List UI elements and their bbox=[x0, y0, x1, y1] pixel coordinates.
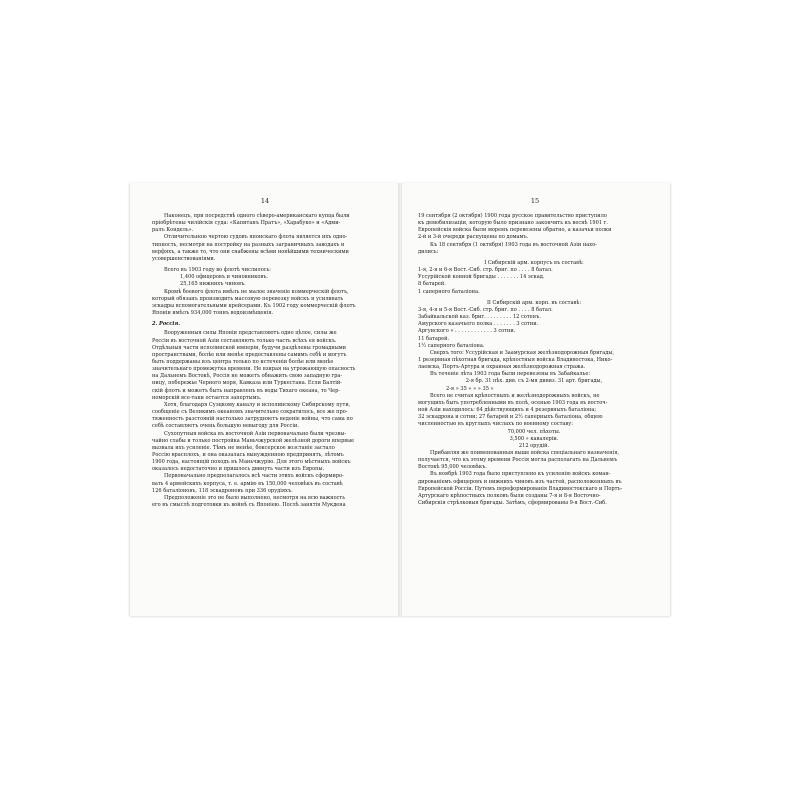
paragraph-line: дированіемъ офицеровъ и нижнихъ чиновъ изъ частей, расположенныхъ въ bbox=[418, 478, 622, 485]
paragraph-line: ной Азіи находилось: 64 дѣйствующихъ и 4 резервныхъ баталіона; bbox=[418, 407, 597, 414]
paragraph-line: эскадры вспомогательными крейсерами. Къ 1902 году коммерческій флотъ bbox=[152, 302, 356, 309]
paragraph-line: Всего въ 1903 году во флотѣ числилось: bbox=[164, 267, 272, 274]
paragraph-line: ралъ Кондель». bbox=[152, 227, 194, 234]
list-item: Аргунского » . . . . . . . . . . . . 3 сотни. bbox=[418, 328, 516, 335]
list-item: 3-я, 4-я и 5-я Вост.-Сиб. стр. бриг. по . . . . 8 батал. bbox=[418, 306, 553, 313]
paragraph-line: пространствами, болѣе или менѣе предоставлены самимъ себѣ и могутъ bbox=[152, 351, 347, 358]
paragraph-line: Прибавляя же поименованныя выше войска спеціальнаго назначенія, bbox=[430, 450, 619, 456]
paragraph-line: Къ 18 сентября (1 октября) 1903 года въ восточной Азіи нахо- bbox=[430, 241, 597, 248]
paragraph-line: Кромѣ боевого флота имѣлъ не малое значеніе коммерческій флотъ, bbox=[164, 288, 349, 295]
list-item: 25,165 нижнихъ чиновъ. bbox=[180, 281, 246, 288]
paragraph-line: Отдѣльныя части исполинской имперіи, будучи раздѣлены громадными bbox=[152, 344, 347, 351]
paragraph-line: Россію врасплохъ, и она оказалась вынужденною предпринять, лѣтомъ bbox=[152, 452, 344, 458]
paragraph-line: Артурскаго крѣпостныхъ полковъ были созданы 7-я и 8-я Восточно- bbox=[418, 492, 601, 499]
list-item: 1 саперного баталіона. bbox=[418, 288, 480, 295]
list-item: 70,000 чел. пѣхоты. bbox=[507, 428, 561, 435]
page-number: 14 bbox=[260, 197, 270, 205]
paragraph-line: тяженность разстояній настолько затрудняетъ веденіе войны, что сама по bbox=[152, 416, 353, 423]
paragraph-line: Вооруженныя силы Японіи представляютъ одно цѣлое, силы же bbox=[164, 330, 337, 337]
paragraph-line: вызвала ихъ усиленіе. Тѣмъ не менѣе, боксерское возстаніе застало bbox=[152, 444, 335, 451]
paragraph-line: Наконецъ, при посредствѣ одного сѣверо-американскаго купца были bbox=[164, 213, 350, 219]
paragraph-line: численностью въ круглыхъ числахъ по военному составу: bbox=[418, 421, 573, 428]
corps-heading: II Сибирскій арм. корп. въ составѣ: bbox=[486, 299, 582, 306]
paragraph-line: Сухопутныя войска въ восточной Азіи первоначально были чрезвы- bbox=[164, 430, 347, 437]
paragraph-line: Востокѣ 95,000 человѣкъ. bbox=[418, 464, 487, 471]
paragraph-line: лаевска, Портъ-Артура и охранная желѣзнодорожная стража. bbox=[418, 364, 586, 371]
paragraph-line: Сибирскія стрѣлковыя бригады. Затѣмъ, сформированы 9-я Вост.-Сиб. bbox=[418, 500, 607, 507]
paragraph-line: могущихъ быть употребленными въ полѣ, осенью 1903 года въ восточ- bbox=[418, 399, 608, 406]
paragraph-line: номорскій все-таки остается запертымъ. bbox=[152, 394, 262, 401]
paragraph-line: Всего не считая крѣпостныхъ и желѣзнодорожныхъ войскъ, не bbox=[430, 392, 600, 399]
paragraph-line: себѣ составляетъ очень большую невыгоду для Россіи. bbox=[152, 423, 299, 430]
paragraph-line: ницу, побережье Черного моря, Кавказа или Туркестана. Если Балтій- bbox=[152, 380, 342, 387]
left-page bbox=[130, 183, 400, 616]
paragraph-line: Въ ноябрѣ 1903 года было приступлено къ усиленію войскъ коман- bbox=[430, 471, 611, 478]
paragraph-line: Отличительною чертою судовъ японскаго флота является ихъ одно- bbox=[164, 234, 348, 241]
paragraph-line: Россіи въ восточной Азіи составляютъ только часть всѣхъ ея войскъ. bbox=[152, 337, 337, 344]
paragraph-line: верфяхъ, а также то, что они снабжены всѣми новѣйшими техническими bbox=[152, 248, 349, 255]
list-item: 3,500 » кавалеріи. bbox=[509, 435, 559, 442]
paragraph-line: Первоначально предполагалось всѣ части этихъ войскъ сформиро- bbox=[164, 473, 344, 480]
page-text bbox=[152, 213, 382, 509]
list-item: Уссурійской конной бригады . . . . . . . 14 эскад. bbox=[418, 274, 545, 281]
book-gutter bbox=[398, 183, 402, 616]
paragraph-line: 126 баталіоновъ, 118 эскадроновъ при 336 орудіяхъ. bbox=[152, 487, 293, 494]
list-item: 1-я, 2-я и 6-я Вост.-Сиб. стр. бриг. по . . . . 8 батал. bbox=[418, 267, 553, 274]
list-item: 2-я » 35 » » » 35 » bbox=[446, 385, 494, 392]
paragraph-line: сообщеніе съ Великимъ океаномъ значительно сократилось, все же про- bbox=[152, 409, 348, 416]
list-item: 1,400 офицеровъ и чиновниковъ. bbox=[180, 274, 269, 281]
paragraph-line: дились: bbox=[418, 248, 439, 255]
paragraph-line: Хотя, благодаря Суэцкому каналу и исполинскому Сибирскому пути, bbox=[164, 401, 351, 408]
paragraph-line: 1 резервная пѣхотная бригада, крѣпостныя войска Владивостока, Нико- bbox=[418, 356, 613, 363]
section-heading: 2. Россія. bbox=[152, 321, 181, 328]
list-item: Амурского казачьего полка . . . . . . . 3 сотни. bbox=[418, 321, 539, 328]
paragraph-line: чайно слабы и только постройка Маньчжурской желѣзной дороги впервые bbox=[152, 437, 355, 444]
paragraph-line: получается, что къ этому времени Россія могла располагать на Дальнемъ bbox=[418, 457, 618, 464]
paragraph-line: на Дальнемъ Востокѣ, Россія не можетъ обнажить свою западную гра- bbox=[152, 373, 343, 380]
paragraph-line: скій флотъ и можетъ быть направленъ въ воды Тихаго океана, то Чер- bbox=[152, 387, 341, 394]
list-item: 212 орудій. bbox=[518, 442, 550, 449]
right-page bbox=[400, 183, 670, 616]
paragraph-line: который обязанъ производить массовую перевозку войскъ и усиливать bbox=[152, 295, 344, 302]
page-number: 15 bbox=[530, 197, 540, 205]
paragraph-line: усовершенствованіями. bbox=[152, 255, 216, 262]
paragraph-line: типность, несмотря на постройку на разныхъ заграничныхъ заводахъ и bbox=[152, 241, 345, 248]
paragraph-line: 1900 года, настоящій походъ въ Маньчжурію. Для этого мѣстныхъ войскъ bbox=[152, 459, 351, 466]
paragraph-line: пріобрѣтены чилійскія суда: «Капитанъ Пратъ», «Харабуко» и «Адми- bbox=[152, 220, 341, 227]
paragraph-line: Японіи имѣлъ 934,000 тоннъ водоизмѣщенія. bbox=[152, 310, 274, 317]
paragraph-line: Предположеніе это не было выполнено, несмотря на всю важность bbox=[164, 494, 345, 501]
list-item: 11 батарей. bbox=[418, 335, 450, 342]
paragraph-line: Сверхъ того: Уссурійская и Заамурская желѣзнодорожныя бригады, bbox=[430, 349, 614, 356]
list-item: Забайкальской каз. бриг. . . . . . . . . 12 сотенъ. bbox=[418, 314, 541, 321]
paragraph-line: Въ теченіе лѣта 1903 года были перевезены въ Забайкалье: bbox=[430, 371, 591, 378]
paragraph-line: къ демобилизаціи, которую было признано закончить къ веснѣ 1901 г. bbox=[418, 220, 608, 227]
paragraph-line: оказалось недостаточно и пришлось двинуть части изъ Европы. bbox=[152, 466, 325, 473]
paragraph-line: Европейской Россіи. Путемъ переформированія Владивостокскаго и Портъ- bbox=[418, 485, 623, 492]
paragraph-line: 2-й и 3-й очереди распущены по домамъ. bbox=[418, 234, 529, 241]
paragraph-line: 19 сентября (2 октября) 1900 года русское правительство приступило bbox=[418, 213, 607, 219]
paragraph-line: его въ смыслѣ подготовки къ войнѣ съ Японіею. Послѣ занятія Мукдена bbox=[152, 502, 346, 509]
paragraph-line: 32 эскадрона и сотни; 27 батарей и 2½ саперныхъ баталіона, общею bbox=[418, 414, 603, 421]
list-item: 1½ саперного баталіона. bbox=[418, 342, 485, 349]
list-item: 2-я бр. 31 пѣх. див. съ 2-мя дивиз. 31 арт. бригады, bbox=[465, 378, 603, 385]
paragraph-line: Европейскія войска были моремъ перевезены обратно, а казачьи полки bbox=[418, 227, 612, 234]
page-text bbox=[418, 213, 650, 507]
list-item: 8 батарей. bbox=[418, 281, 446, 288]
paragraph-line: быть поддержаны изъ центра только по истеченіи болѣе или менѣе bbox=[152, 358, 334, 365]
paragraph-line: значительнаго промежутка времени. Не взирая на угрожающую опасность bbox=[152, 366, 356, 373]
paragraph-line: вать 4 армейскихъ корпуса, т. е. армію въ 150,000 человѣкъ въ составѣ bbox=[152, 480, 343, 487]
corps-heading: I Сибирскій арм. корпусъ въ составѣ: bbox=[484, 259, 584, 266]
